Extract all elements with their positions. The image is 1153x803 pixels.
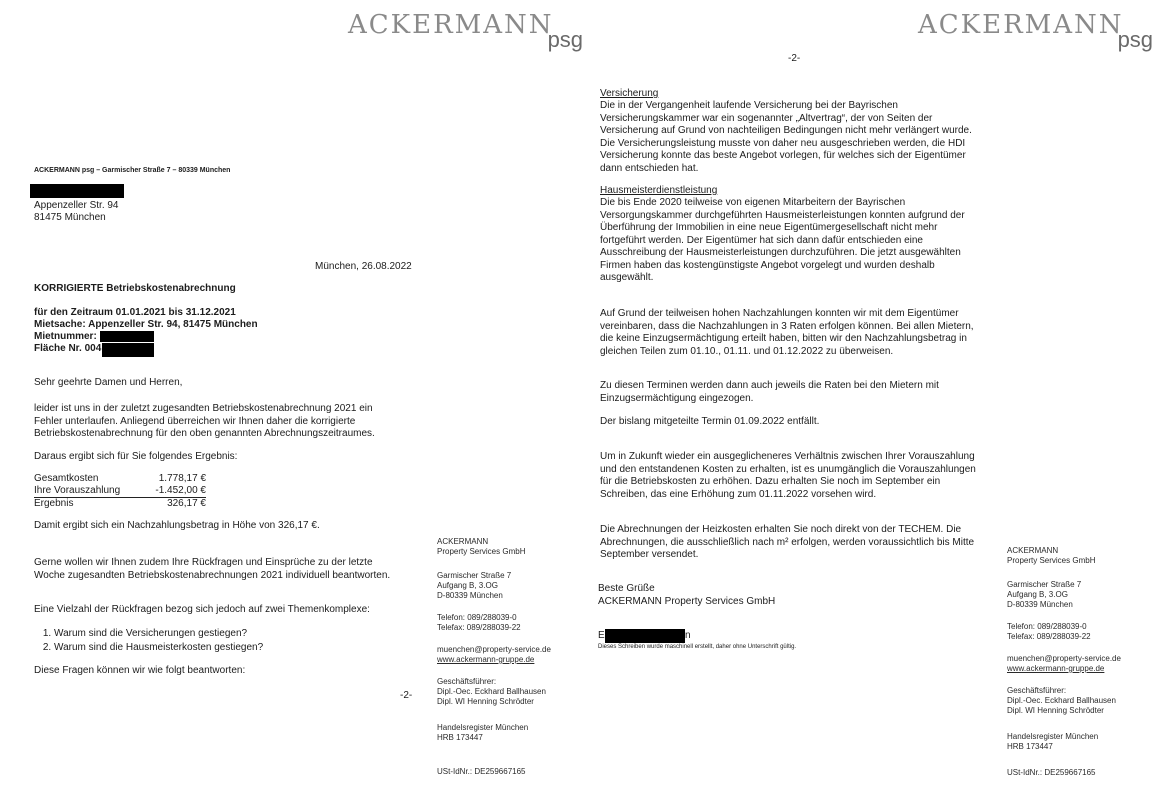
result-value: 1.778,17 € <box>158 473 206 484</box>
list-item: 1. Warum sind die Versicherungen gestiegen? <box>54 627 263 641</box>
website-link[interactable]: www.ackermann-gruppe.de <box>1007 664 1105 673</box>
management-title: Geschäftsführer: <box>1007 686 1067 695</box>
address-line: Garmischer Straße 7 <box>1007 580 1082 589</box>
letter-date: München, 26.08.2022 <box>315 261 412 272</box>
management-title: Geschäftsführer: <box>437 677 497 686</box>
result-label: Ergebnis <box>34 498 74 509</box>
register: Handelsregister München <box>437 723 529 732</box>
list-item: 2. Warum sind die Hausmeisterkosten gestiegen? <box>54 641 263 655</box>
period: für den Zeitraum 01.01.2021 bis 31.12.2021 <box>34 307 236 318</box>
company-name-sub: Property Services GmbH <box>437 547 526 556</box>
company-name: ACKERMANN <box>1007 546 1059 555</box>
result-value: 326,17 € <box>167 498 206 509</box>
company-name-sub: Property Services GmbH <box>1007 556 1096 565</box>
register-number: HRB 173447 <box>437 733 483 742</box>
closing: Beste Grüße <box>598 583 655 594</box>
paragraph-direct-debit: Zu diesen Terminen werden dann auch jeweils die Raten bei den Mietern mit Einzugsermächtigung eingezogen. <box>600 380 939 404</box>
vat-id: USt-IdNr.: DE259667165 <box>1007 768 1096 777</box>
paragraph-questions: Gerne wollen wir Ihnen zudem Ihre Rückfragen und Einsprüche zu der letzte Woche zugesandten Betriebskostenabrechnungen 2021 individuell beantworten. <box>34 557 391 581</box>
phone: Telefon: 089/288039-0 <box>1007 622 1087 631</box>
paragraph-insurance: Die in der Vergangenheit laufende Versicherung bei der Bayrischen Versicherungskammer war ein sogenannter „Altvertrag“, der von Seiten der Versicherung auf Grund von nachteiligen Bedingungen nicht mehr verlängert wurde. Die Versicherungsleistung musste von daher neu ausgeschrieben werden, die HDI Versicherung konnte das beste Angebot vorlegen, für welches sich der Eigentümer dann entschieden hat. <box>600 100 972 174</box>
paragraph-cancelled-date: Der bislang mitgeteilte Termin 01.09.2022 entfällt. <box>600 416 820 427</box>
table-row <box>34 485 206 498</box>
logo-brand: ACKERMANN <box>348 10 554 40</box>
address-line: Aufgang B, 3.OG <box>437 581 498 590</box>
address-line: D-80339 München <box>1007 600 1073 609</box>
website-link[interactable]: www.ackermann-gruppe.de <box>437 655 535 664</box>
result-intro: Daraus ergibt sich für Sie folgendes Ergebnis: <box>34 451 238 462</box>
fax: Telefax: 089/288039-22 <box>1007 632 1091 641</box>
logo-brand: ACKERMANN <box>918 10 1124 40</box>
result-label: Gesamtkosten <box>34 473 99 484</box>
machine-note: Dieses Schreiben wurde maschinell erstellt, daher ohne Unterschrift gültig. <box>598 644 797 650</box>
email-link[interactable]: muenchen@property-service.de <box>437 645 551 654</box>
redacted-tenant-number <box>100 331 154 342</box>
phone: Telefon: 089/288039-0 <box>437 613 517 622</box>
paragraph-installments: Auf Grund der teilweisen hohen Nachzahlungen konnten wir mit dem Eigentümer vereinbaren, dass die Nachzahlungen in 3 Raten erfolgen können. Bei allen Mietern, die keine Einzugsermächtigung erteilt haben, bitten wir den Nachzahlungsbetrag in gleichen Teilen zum 01.10., 01.11. und 01.12.2022 zu überweisen. <box>600 308 974 357</box>
heading-insurance: Versicherung <box>600 88 659 99</box>
redacted-name <box>30 184 124 198</box>
company-info-sidebar <box>437 537 551 777</box>
company-logo <box>918 10 1153 52</box>
register-number: HRB 173447 <box>1007 742 1053 751</box>
address-line: Garmischer Straße 7 <box>437 571 512 580</box>
page-marker: -2- <box>400 690 413 701</box>
fax: Telefax: 089/288039-22 <box>437 623 521 632</box>
result-value: -1.452,00 € <box>142 485 206 498</box>
area-number: Fläche Nr. 004 <box>34 343 102 354</box>
property: Mietsache: Appenzeller Str. 94, 81475 München <box>34 319 258 330</box>
redacted-area <box>102 343 154 357</box>
email-link[interactable]: muenchen@property-service.de <box>1007 654 1121 663</box>
salutation: Sehr geehrte Damen und Herren, <box>34 377 183 388</box>
paragraph-heating: Die Abrechnungen der Heizkosten erhalten Sie noch direkt von der TECHEM. Die Abrechnungen, die ausschließlich nach m² erfolgen, werden voraussichtlich bis Mitte September versendet. <box>600 524 975 560</box>
paragraph-error: leider ist uns in der zuletzt zugesandten Betriebskostenabrechnung 2021 ein Fehler unterlaufen. Anliegend überreichen wir Ihnen daher die korrigierte Betriebskostenabrechnung für den oben genannten Abrechnungszeitraumes. <box>34 403 375 439</box>
company-logo <box>348 10 584 52</box>
address-line: D-80339 München <box>437 591 503 600</box>
answer-intro: Diese Fragen können wir wie folgt beantworten: <box>34 665 246 676</box>
signer-initial: E <box>598 630 605 641</box>
manager-name: Dipl.-Oec. Eckhard Ballhausen <box>1007 696 1116 705</box>
logo-sub: psg <box>547 27 584 52</box>
logo-sub: psg <box>1117 27 1153 52</box>
sender-line: ACKERMANN psg – Garmischer Straße 7 – 80339 München <box>34 167 231 174</box>
result-table <box>34 473 206 510</box>
nachzahlung-text: Damit ergibt sich ein Nachzahlungsbetrag in Höhe von 326,17 €. <box>34 520 320 531</box>
manager-name: Dipl.-Oec. Eckhard Ballhausen <box>437 687 546 696</box>
paragraph-caretaker: Die bis Ende 2020 teilweise von eigenen Mitarbeitern der Bayrischen Versorgungskammer durchgeführten Hausmeisterleistungen konnten aufgrund der Überführung der Immobilien in eine neue Eigentümergesellschaft nicht mehr fortgeführt werden. Der Eigentümer hat sich dann dafür entschieden eine Ausschreibung der Hausmeisterleistungen durchzuführen. Die jetzt ausgewählten Firmen haben das kostengünstigste Angebot vorgelegt und wurden deshalb ausgewählt. <box>600 197 965 283</box>
vat-id: USt-IdNr.: DE259667165 <box>437 767 526 776</box>
topics-intro: Eine Vielzahl der Rückfragen bezog sich jedoch auf zwei Themenkomplexe: <box>34 604 370 615</box>
company-info-sidebar <box>1007 546 1121 778</box>
paragraph-prepayment: Um in Zukunft wieder ein ausgeglicheneres Verhältnis zwischen Ihrer Vorauszahlung und den entstandenen Kosten zu erhalten, ist es unumgänglich die Vorauszahlungen für die Betriebskosten zu erhöhen. Dazu erhalten Sie noch im September ein Schreiben, das eine Erhöhung zum 01.11.2022 vorsehen wird. <box>600 451 976 500</box>
manager-name: Dipl. WI Henning Schrödter <box>1007 706 1104 715</box>
company-name: ACKERMANN <box>437 537 489 546</box>
redacted-signer <box>605 629 685 643</box>
heading-caretaker: Hausmeisterdienstleistung <box>600 185 718 196</box>
closing-company: ACKERMANN Property Services GmbH <box>598 596 776 607</box>
manager-name: Dipl. WI Henning Schrödter <box>437 697 534 706</box>
page-number: -2- <box>788 53 801 64</box>
address-line: Aufgang B, 3.OG <box>1007 590 1068 599</box>
result-label: Ihre Vorauszahlung <box>34 485 142 498</box>
letter-subject: KORRIGIERTE Betriebskostenabrechnung <box>34 283 236 294</box>
table-row <box>34 498 206 511</box>
tenant-number: Mietnummer: <box>34 331 97 342</box>
recipient-city: 81475 München <box>34 212 106 223</box>
recipient-street: Appenzeller Str. 94 <box>34 200 119 211</box>
table-row <box>34 473 206 485</box>
register: Handelsregister München <box>1007 732 1099 741</box>
question-list <box>20 627 263 655</box>
signer-end: n <box>685 630 691 641</box>
